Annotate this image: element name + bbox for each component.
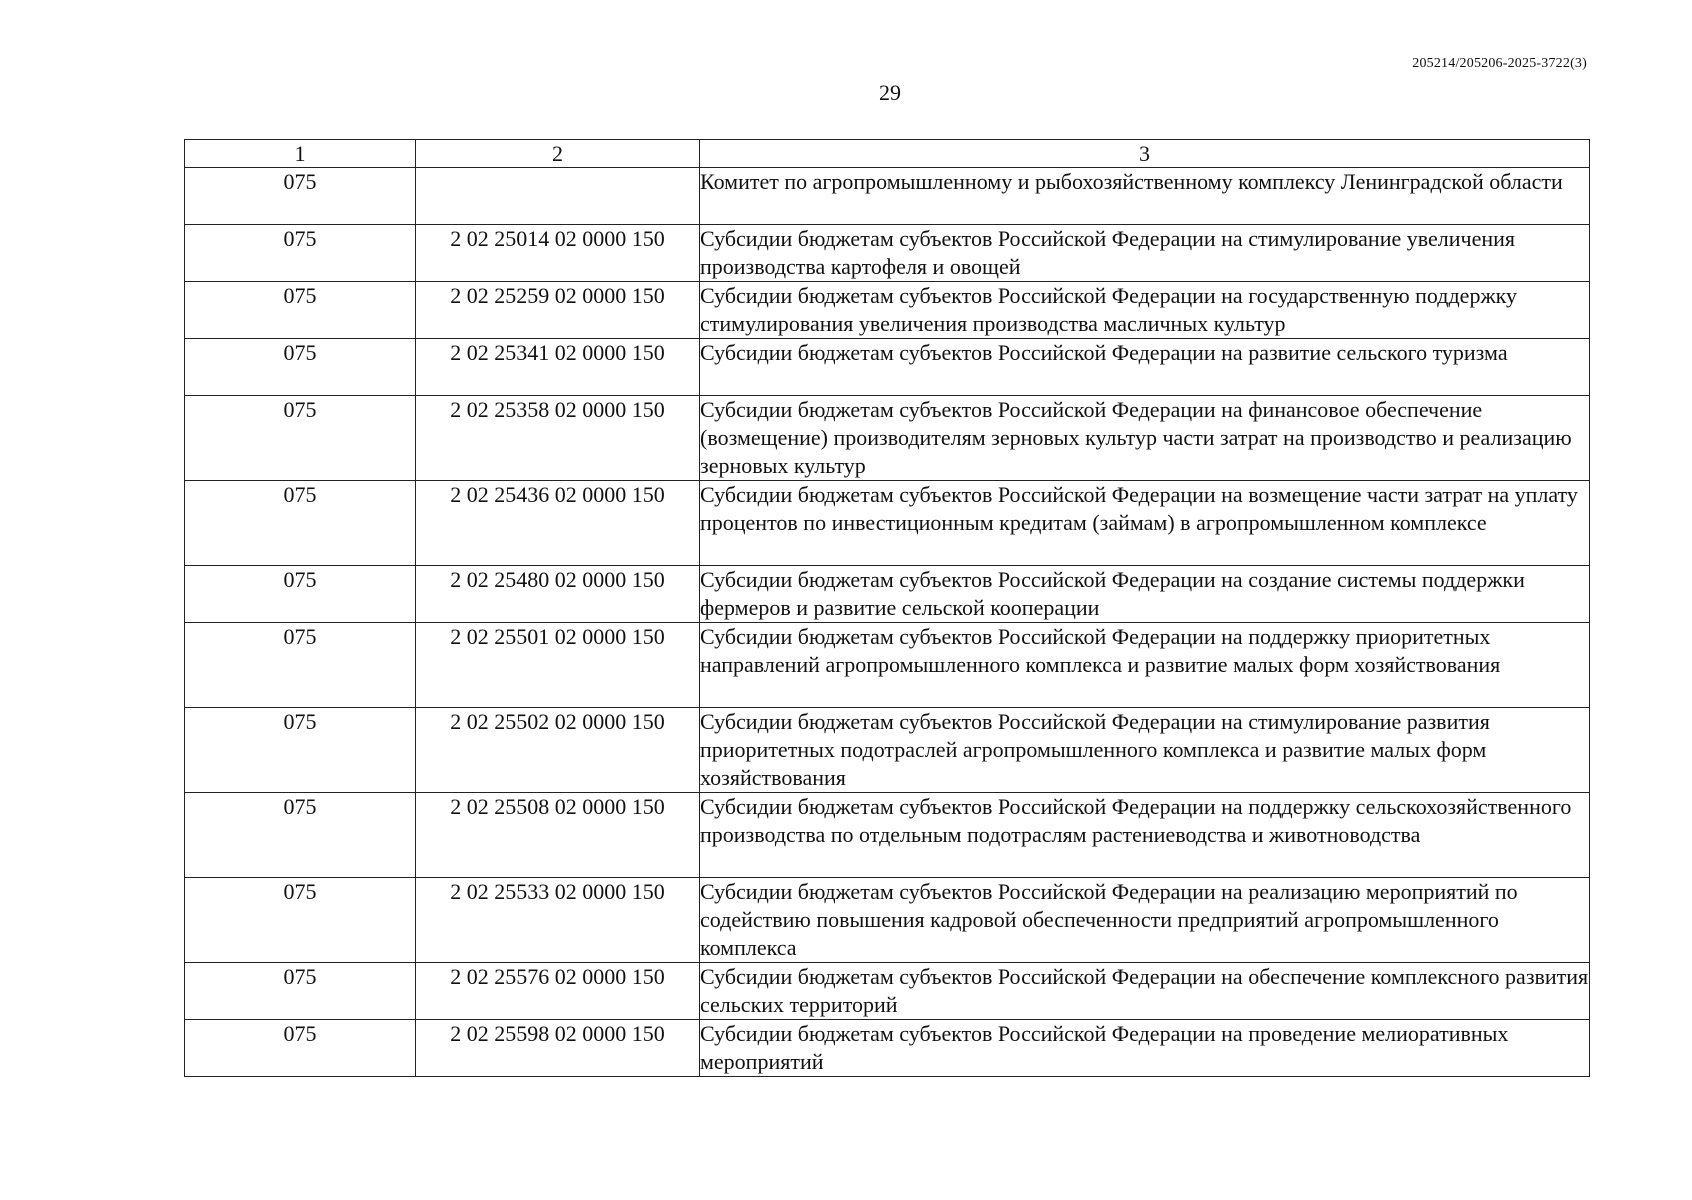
- income-code-cell: 2 02 25501 02 0000 150: [416, 623, 700, 708]
- income-code-cell: 2 02 25480 02 0000 150: [416, 566, 700, 623]
- budget-table: [184, 139, 1590, 1077]
- table-row: [185, 708, 1590, 793]
- income-name-cell: Субсидии бюджетам субъектов Российской Федерации на создание системы поддержки фермеров и развитие сельской кооперации: [700, 566, 1590, 623]
- income-code-cell: 2 02 25502 02 0000 150: [416, 708, 700, 793]
- income-code-cell: 2 02 25576 02 0000 150: [416, 963, 700, 1020]
- admin-code-cell: 075: [185, 566, 416, 623]
- table-header-row: [185, 140, 1590, 168]
- table-row: [185, 963, 1590, 1020]
- admin-code-cell: 075: [185, 481, 416, 566]
- column-header-1: 1: [185, 140, 416, 168]
- column-header-3: 3: [700, 140, 1590, 168]
- admin-code-cell: 075: [185, 225, 416, 282]
- table-row: [185, 339, 1590, 396]
- income-code-cell: 2 02 25259 02 0000 150: [416, 282, 700, 339]
- table-row: [185, 225, 1590, 282]
- income-code-cell: 2 02 25358 02 0000 150: [416, 396, 700, 481]
- admin-code-cell: 075: [185, 396, 416, 481]
- admin-code-cell: 075: [185, 282, 416, 339]
- income-name-cell: Субсидии бюджетам субъектов Российской Федерации на развитие сельского туризма: [700, 339, 1590, 396]
- income-name-cell: Комитет по агропромышленному и рыбохозяйственному комплексу Ленинградской области: [700, 168, 1590, 225]
- income-name-cell: Субсидии бюджетам субъектов Российской Федерации на государственную поддержку стимулирования увеличения производства масличных культур: [700, 282, 1590, 339]
- table-row: [185, 793, 1590, 878]
- table-row: [185, 168, 1590, 225]
- admin-code-cell: 075: [185, 623, 416, 708]
- page-number: 29: [879, 80, 901, 105]
- income-code-cell: 2 02 25014 02 0000 150: [416, 225, 700, 282]
- table-row: [185, 623, 1590, 708]
- income-name-cell: Субсидии бюджетам субъектов Российской Федерации на поддержку сельскохозяйственного производства по отдельным подотраслям растениеводства и животноводства: [700, 793, 1590, 878]
- admin-code-cell: 075: [185, 793, 416, 878]
- income-name-cell: Субсидии бюджетам субъектов Российской Федерации на поддержку приоритетных направлений агропромышленного комплекса и развитие малых форм хозяйствования: [700, 623, 1590, 708]
- income-name-cell: Субсидии бюджетам субъектов Российской Федерации на обеспечение комплексного развития сельских территорий: [700, 963, 1590, 1020]
- table-row: [185, 481, 1590, 566]
- admin-code-cell: 075: [185, 963, 416, 1020]
- income-name-cell: Субсидии бюджетам субъектов Российской Федерации на возмещение части затрат на уплату процентов по инвестиционным кредитам (займам) в агропромышленном комплексе: [700, 481, 1590, 566]
- document-id: 205214/205206-2025-3722(3): [1412, 56, 1587, 71]
- income-code-cell: 2 02 25436 02 0000 150: [416, 481, 700, 566]
- income-code-cell: 2 02 25598 02 0000 150: [416, 1020, 700, 1077]
- income-name-cell: Субсидии бюджетам субъектов Российской Федерации на проведение мелиоративных мероприятий: [700, 1020, 1590, 1077]
- income-code-cell: 2 02 25508 02 0000 150: [416, 793, 700, 878]
- table-row: [185, 282, 1590, 339]
- income-name-cell: Субсидии бюджетам субъектов Российской Федерации на стимулирование развития приоритетных подотраслей агропромышленного комплекса и развитие малых форм хозяйствования: [700, 708, 1590, 793]
- income-name-cell: Субсидии бюджетам субъектов Российской Федерации на стимулирование увеличения производства картофеля и овощей: [700, 225, 1590, 282]
- column-header-2: 2: [416, 140, 700, 168]
- admin-code-cell: 075: [185, 1020, 416, 1077]
- income-code-cell: [416, 168, 700, 225]
- income-code-cell: 2 02 25341 02 0000 150: [416, 339, 700, 396]
- table-row: [185, 566, 1590, 623]
- admin-code-cell: 075: [185, 878, 416, 963]
- table-row: [185, 396, 1590, 481]
- income-code-cell: 2 02 25533 02 0000 150: [416, 878, 700, 963]
- income-name-cell: Субсидии бюджетам субъектов Российской Федерации на финансовое обеспечение (возмещение) производителям зерновых культур части затрат на производство и реализацию зерновых культур: [700, 396, 1590, 481]
- admin-code-cell: 075: [185, 339, 416, 396]
- table-row: [185, 1020, 1590, 1077]
- admin-code-cell: 075: [185, 168, 416, 225]
- income-name-cell: Субсидии бюджетам субъектов Российской Федерации на реализацию мероприятий по содействию повышения кадровой обеспеченности предприятий агропромышленного комплекса: [700, 878, 1590, 963]
- table-row: [185, 878, 1590, 963]
- admin-code-cell: 075: [185, 708, 416, 793]
